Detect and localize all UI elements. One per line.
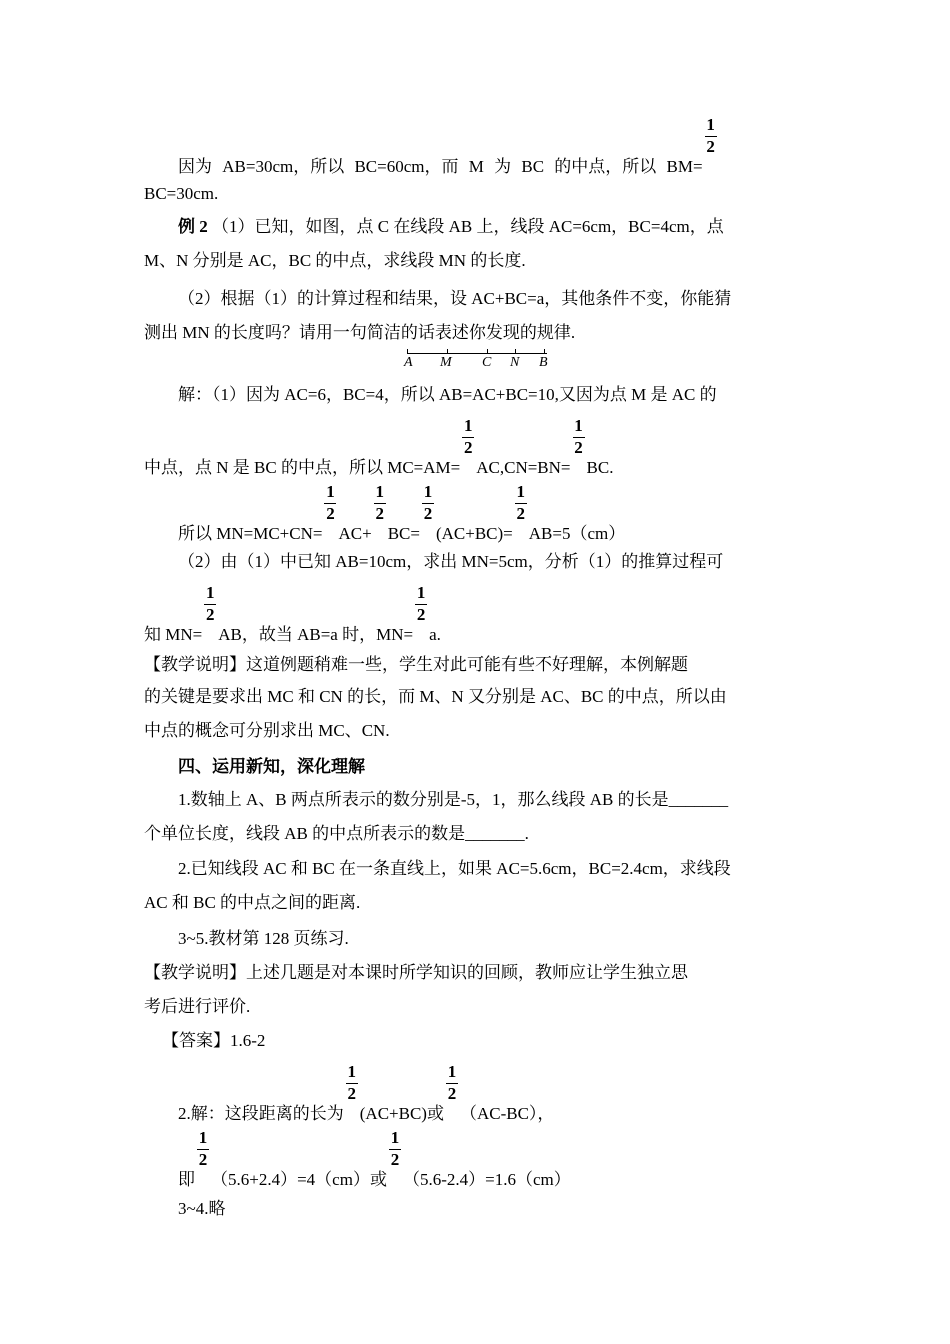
label-m: M	[440, 355, 452, 370]
text-segment: 即	[178, 1170, 195, 1189]
text-line	[178, 1128, 571, 1191]
fraction-denominator: 2	[347, 1084, 356, 1103]
text-line: 个单位长度，线段 AB 的中点所表示的数是_______.	[144, 824, 529, 843]
fraction-denominator: 2	[416, 605, 426, 624]
example-label: 例 2	[178, 217, 208, 236]
segment-figure	[404, 343, 554, 375]
text-segment: 所以 MN=MC+CN=	[178, 524, 323, 543]
text-segment: （AC-BC），	[459, 1104, 555, 1123]
fraction-denominator: 2	[390, 1150, 400, 1169]
text-segment: BC.	[586, 458, 614, 477]
fraction	[196, 1128, 210, 1185]
label-n: N	[510, 355, 520, 370]
fraction-numerator: 1	[447, 1062, 457, 1081]
fraction	[421, 482, 435, 539]
text-line: （2）根据（1）的计算过程和结果，设 AC+BC=a，其他条件不变，你能猜	[178, 289, 732, 308]
fraction-numerator: 1	[423, 482, 433, 501]
tick-a	[407, 349, 408, 354]
text-line	[144, 583, 441, 646]
fraction-denominator: 2	[463, 438, 473, 457]
fraction-numerator: 1	[390, 1128, 400, 1147]
fraction	[461, 416, 475, 473]
text-line: 【答案】1.6-2	[162, 1031, 266, 1050]
text-line: 3~4.略	[178, 1199, 226, 1218]
fraction	[572, 416, 586, 473]
fraction-denominator: 2	[375, 504, 384, 523]
fraction-denominator: 2	[326, 504, 335, 523]
fraction	[704, 115, 718, 172]
label-a: A	[404, 355, 413, 370]
text-line	[178, 115, 719, 178]
fraction-numerator: 1	[375, 482, 384, 501]
fraction	[373, 482, 387, 539]
segment-line	[407, 353, 547, 354]
fraction-numerator: 1	[326, 482, 335, 501]
text-segment: AC+	[338, 524, 372, 543]
text-segment: 因为 AB=30cm，所以 BC=60cm，而 M 为 BC 的中点，所以 BM=	[178, 157, 703, 176]
fraction-denominator: 2	[205, 605, 215, 624]
text-line: M、N 分别是 AC，BC 的中点，求线段 MN 的长度.	[144, 251, 526, 270]
text-segment: AB=5（cm）	[528, 524, 626, 543]
text-line: 测出 MN 的长度吗？请用一句简洁的话表述你发现的规律.	[144, 323, 576, 342]
fraction	[445, 1062, 459, 1119]
text-line	[178, 1062, 555, 1125]
fraction	[323, 482, 337, 539]
fraction	[414, 583, 428, 640]
fraction-numerator: 1	[516, 482, 525, 501]
fraction-numerator: 1	[347, 1062, 356, 1081]
text-segment: a.	[429, 625, 441, 644]
fraction-denominator: 2	[198, 1150, 208, 1169]
text-line: 1.数轴上 A、B 两点所表示的数分别是-5，1，那么线段 AB 的长是_______	[178, 790, 729, 809]
fraction-numerator: 1	[198, 1128, 208, 1147]
section-heading: 四、运用新知，深化理解	[178, 757, 365, 776]
fraction	[345, 1062, 359, 1119]
text-segment: （5.6+2.4）=4（cm）或	[211, 1170, 387, 1189]
text-line: AC 和 BC 的中点之间的距离.	[144, 893, 361, 912]
fraction	[203, 583, 217, 640]
fraction-numerator: 1	[205, 583, 215, 602]
label-c: C	[482, 355, 492, 370]
tick-c	[487, 349, 488, 354]
text-segment: （1）已知，如图，点 C 在线段 AB 上，线段 AC=6cm，BC=4cm，点	[212, 217, 724, 236]
text-line: 的关键是要求出 MC 和 CN 的长，而 M、N 又分别是 AC、BC 的中点，所以由	[144, 687, 727, 706]
text-segment: (AC+BC)=	[435, 524, 513, 543]
text-line: 考后进行评价.	[144, 997, 251, 1016]
text-segment: AC,CN=BN=	[476, 458, 571, 477]
text-line	[178, 482, 626, 545]
label-b: B	[539, 355, 548, 370]
fraction-denominator: 2	[706, 137, 715, 156]
text-segment: 2.解：这段距离的长为	[178, 1104, 344, 1123]
text-line: 【教学说明】上述几题是对本课时所学知识的回顾，教师应让学生独立思	[144, 963, 688, 982]
fraction-denominator: 2	[516, 504, 525, 523]
text-line: 【教学说明】这道例题稍难一些，学生对此可能有些不好理解，本例解题	[144, 655, 688, 674]
tick-n	[515, 349, 516, 354]
text-segment: （5.6-2.4）=1.6（cm）	[402, 1170, 571, 1189]
text-line: 中点的概念可分别求出 MC、CN.	[144, 721, 390, 740]
fraction-numerator: 1	[706, 115, 715, 134]
text-line: 3~5.教材第 128 页练习.	[178, 929, 349, 948]
fraction-denominator: 2	[447, 1084, 457, 1103]
text-line	[144, 416, 614, 479]
fraction-numerator: 1	[574, 416, 583, 435]
fraction	[514, 482, 528, 539]
text-segment: (AC+BC)或	[359, 1104, 444, 1123]
text-line: BC=30cm.	[144, 184, 219, 203]
tick-b	[544, 349, 545, 354]
text-line: （2）由（1）中已知 AB=10cm，求出 MN=5cm，分析（1）的推算过程可	[178, 552, 724, 571]
text-segment: 知 MN=	[144, 625, 203, 644]
fraction	[388, 1128, 402, 1185]
text-segment: BC=	[387, 524, 420, 543]
text-segment: AB，故当 AB=a 时，MN=	[218, 625, 414, 644]
text-segment: 中点，点 N 是 BC 的中点，所以 MC=AM=	[144, 458, 461, 477]
text-line	[178, 216, 724, 238]
text-line: 解：（1）因为 AC=6，BC=4，所以 AB=AC+BC=10,又因为点 M 是 AC 的	[178, 385, 717, 404]
fraction-numerator: 1	[416, 583, 426, 602]
text-line: 2.已知线段 AC 和 BC 在一条直线上，如果 AC=5.6cm，BC=2.4cm，求线段	[178, 859, 731, 878]
fraction-denominator: 2	[574, 438, 583, 457]
fraction-numerator: 1	[463, 416, 473, 435]
fraction-denominator: 2	[423, 504, 433, 523]
tick-m	[447, 349, 448, 354]
